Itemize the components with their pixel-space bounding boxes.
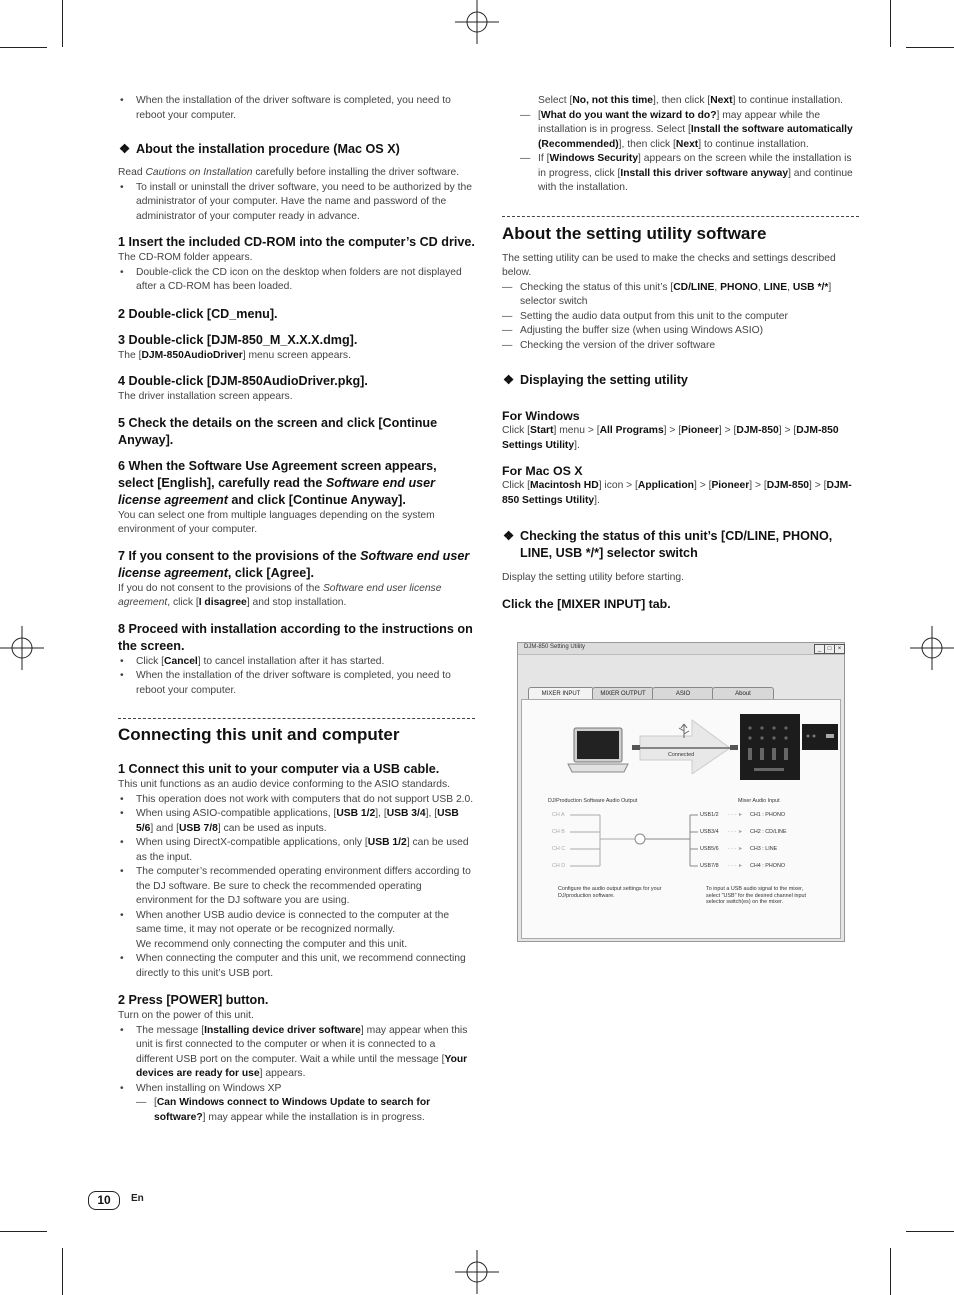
mixer-channel: CH2 : CD/LINE (750, 829, 787, 835)
diamond-icon: ❖ (503, 529, 515, 543)
dashed-arrow-icon: - - - ► (728, 863, 744, 869)
connect-heading: Connecting this unit and computer (118, 725, 400, 744)
diamond-icon: ❖ (503, 373, 515, 387)
window-titlebar (518, 643, 844, 655)
usb-channel: USB1/2 (700, 812, 719, 818)
window-title: DJM-850 Setting Utility (524, 644, 586, 650)
tab-mixer-input[interactable]: MIXER INPUT (528, 687, 594, 700)
mac-intro: Read Cautions on Installation carefully before installing the driver software. (118, 167, 460, 178)
for-mac-body: Click [Macintosh HD] icon > [Application] > [Pioneer] > [DJM-850] > [DJM-850 Settings Utility]. (502, 480, 852, 506)
right-column (502, 92, 859, 612)
section-divider (502, 216, 859, 217)
language-code: En (131, 1193, 144, 1204)
registration-mark-icon (910, 626, 954, 670)
connect-step-2-title: 2 Press [POWER] button. (118, 993, 269, 1007)
step-6-title: 6 When the Software Use Agreement screen appears, select [English], carefully read the Software end user license agreement and click [Continue Anyway]. (118, 458, 437, 507)
step-2-title: 2 Double-click [CD_menu]. (118, 306, 278, 321)
connect-bullet-other-device: • When another USB audio device is connected to the computer at the same time, it may not operate or be recognized normally. We recommend only connecting the computer and this unit. (118, 909, 475, 953)
connect-bullet-environment: • The computer’s recommended operating environment differs according to the DJ software. Be sure to check the recommended operating environment for the DJ software you are using. (118, 865, 475, 909)
minimize-icon[interactable]: _ (814, 644, 825, 654)
step-4-title: 4 Double-click [DJM-850AudioDriver.pkg]. (118, 374, 368, 388)
step-1-bullet: • Double-click the CD icon on the desktop when folders are not displayed after a CD-ROM has been loaded. (118, 266, 475, 295)
step-8-bullet-cancel: • Click [Cancel] to cancel installation after it has started. (118, 655, 475, 670)
dashed-arrow-icon: - - - ► (728, 812, 744, 818)
mac-install-heading: ❖ About the installation procedure (Mac OS X) (119, 142, 400, 156)
mixer-rear-icon (802, 724, 838, 750)
step-3-body: The [DJM-850AudioDriver] menu screen appears. (118, 349, 351, 361)
connect-bullet-direct: • When connecting the computer and this unit, we recommend connecting directly to this unit’s USB port. (118, 952, 475, 981)
usb-connection-icon (630, 714, 740, 774)
channel-label: CH C (552, 846, 566, 852)
note-software-output: Configure the audio output settings for your DJ/production software. (558, 886, 662, 899)
step-6-body: You can select one from multiple languages depending on the system environment of your computer. (118, 509, 435, 535)
mixer-channel: CH3 : LINE (750, 846, 778, 852)
mixer-channel: CH4 : PHONO (750, 863, 786, 869)
mixer-input-panel (521, 699, 841, 939)
step-1-body: The CD-ROM folder appears. (118, 252, 253, 263)
step-5-title: 5 Check the details on the screen and click [Continue Anyway]. (118, 415, 438, 447)
channel-label: CH D (552, 863, 566, 869)
setting-utility-window (517, 642, 845, 942)
software-output-label: DJ/Production Software Audio Output (548, 798, 638, 804)
step-7-body: If you do not consent to the provisions of the Software end user license agreement, click [I disagree] and stop installation. (118, 582, 442, 608)
dashed-arrow-icon: - - - ► (728, 846, 744, 852)
tab-mixer-output[interactable]: MIXER OUTPUT (592, 687, 654, 700)
mixer-channel: CH1 : PHONO (750, 812, 786, 818)
routing-lines-icon (570, 808, 700, 874)
connect-step-1-title: 1 Connect this unit to your computer via a USB cable. (118, 762, 440, 776)
registration-mark-icon (455, 1250, 499, 1294)
tab-asio[interactable]: ASIO (652, 687, 714, 700)
power-bullet-xp: • When installing on Windows XP (118, 1082, 475, 1097)
for-mac-heading: For Mac OS X (502, 464, 583, 478)
laptop-icon (566, 726, 630, 776)
mixer-input-label: Mixer Audio Input (738, 798, 780, 804)
registration-mark-icon (455, 0, 499, 44)
for-windows-heading: For Windows (502, 409, 580, 423)
page-number: 10 (88, 1191, 120, 1210)
utility-body: The setting utility can be used to make the checks and settings described below. (502, 252, 836, 278)
mixer-device-icon (740, 714, 800, 780)
utility-dash-status: — Checking the status of this unit’s [CD/LINE, PHONO, LINE, USB */*] selector switch (502, 281, 859, 310)
channel-label: CH A (552, 812, 565, 818)
dashed-arrow-icon: - - - ► (728, 829, 744, 835)
xp-select-no: Select [No, not this time], then click [Next] to continue installation. (538, 95, 844, 106)
for-windows-body: Click [Start] menu > [All Programs] > [Pioneer] > [DJM-850] > [DJM-850 Settings Utility]. (502, 425, 839, 451)
power-bullet-message: • The message [Installing device driver software] may appear when this unit is first connected to the computer or when it is connected to a different USB port on the computer. Wait a while until the message [Your devices are ready for use] appears. (118, 1024, 475, 1082)
registration-mark-icon (0, 626, 44, 670)
bullet-admin: • To install or uninstall the driver software, you need to be authorized by the administrator of your computer. Have the name and password of the administrator of your computer ready in advance. (118, 181, 475, 225)
channel-label: CH B (552, 829, 565, 835)
maximize-icon[interactable]: □ (824, 644, 835, 654)
diamond-icon: ❖ (119, 142, 131, 156)
connect-step-1-body: This unit functions as an audio device conforming to the ASIO standards. (118, 779, 450, 790)
utility-heading: About the setting utility software (502, 223, 767, 243)
step-8-title: 8 Proceed with installation according to the instructions on the screen. (118, 621, 473, 653)
connected-label: Connected (668, 752, 695, 758)
step-1-title: 1 Insert the included CD-ROM into the computer’s CD drive. (118, 235, 475, 249)
tab-about[interactable]: About (712, 687, 774, 700)
utility-dash-output: — Setting the audio data output from this unit to the computer (502, 310, 859, 325)
connect-step-2-body: Turn on the power of this unit. (118, 1010, 254, 1021)
usb-channel: USB7/8 (700, 863, 719, 869)
check-status-heading: ❖ Checking the status of this unit’s [CD/LINE, PHONO, LINE, USB */*] selector switch (503, 529, 833, 560)
step-4-body: The driver installation screen appears. (118, 391, 293, 402)
xp-dash-wizard: — [What do you want the wizard to do?] may appear while the installation is in progress. Select [Install the software automatically (Recommended)], then click [Next] to continue installation. (520, 109, 859, 153)
mixer-input-tab-heading: Click the [MIXER INPUT] tab. (502, 596, 671, 611)
step-7-title: 7 If you consent to the provisions of the Software end user license agreement, click [Agree]. (118, 548, 470, 580)
step-8-bullet-reboot: • When the installation of the driver software is completed, you need to reboot your computer. (118, 669, 475, 698)
xp-dash-security: — If [Windows Security] appears on the screen while the installation is in progress, click [Install this driver software anyway] and continue with the installation. (520, 152, 859, 196)
power-dash-update: — [Can Windows connect to Windows Update to search for software?] may appear while the installation is in progress. (136, 1096, 475, 1125)
section-divider (118, 718, 475, 719)
bullet-reboot: • When the installation of the driver software is completed, you need to reboot your computer. (118, 94, 475, 123)
display-utility-heading: ❖ Displaying the setting utility (503, 373, 688, 387)
left-column (118, 92, 475, 1125)
usb-channel: USB5/6 (700, 846, 719, 852)
utility-dash-version: — Checking the version of the driver software (502, 339, 859, 354)
note-mixer-input: To input a USB audio signal to the mixer, select "USB" for the desired channel input selector switch(es) on the mixer. (706, 886, 807, 905)
connect-bullet-usb2: • This operation does not work with computers that do not support USB 2.0. (118, 793, 475, 808)
utility-dash-buffer: — Adjusting the buffer size (when using Windows ASIO) (502, 324, 859, 339)
connect-bullet-asio: • When using ASIO-compatible applications, [USB 1/2], [USB 3/4], [USB 5/6] and [USB 7/8] can be used as inputs. (118, 807, 475, 836)
close-icon[interactable]: × (834, 644, 845, 654)
usb-channel: USB3/4 (700, 829, 719, 835)
connect-bullet-directx: • When using DirectX-compatible applications, only [USB 1/2] can be used as the input. (118, 836, 475, 865)
step-3-title: 3 Double-click [DJM-850_M_X.X.X.dmg]. (118, 332, 358, 347)
check-status-body: Display the setting utility before starting. (502, 572, 685, 583)
